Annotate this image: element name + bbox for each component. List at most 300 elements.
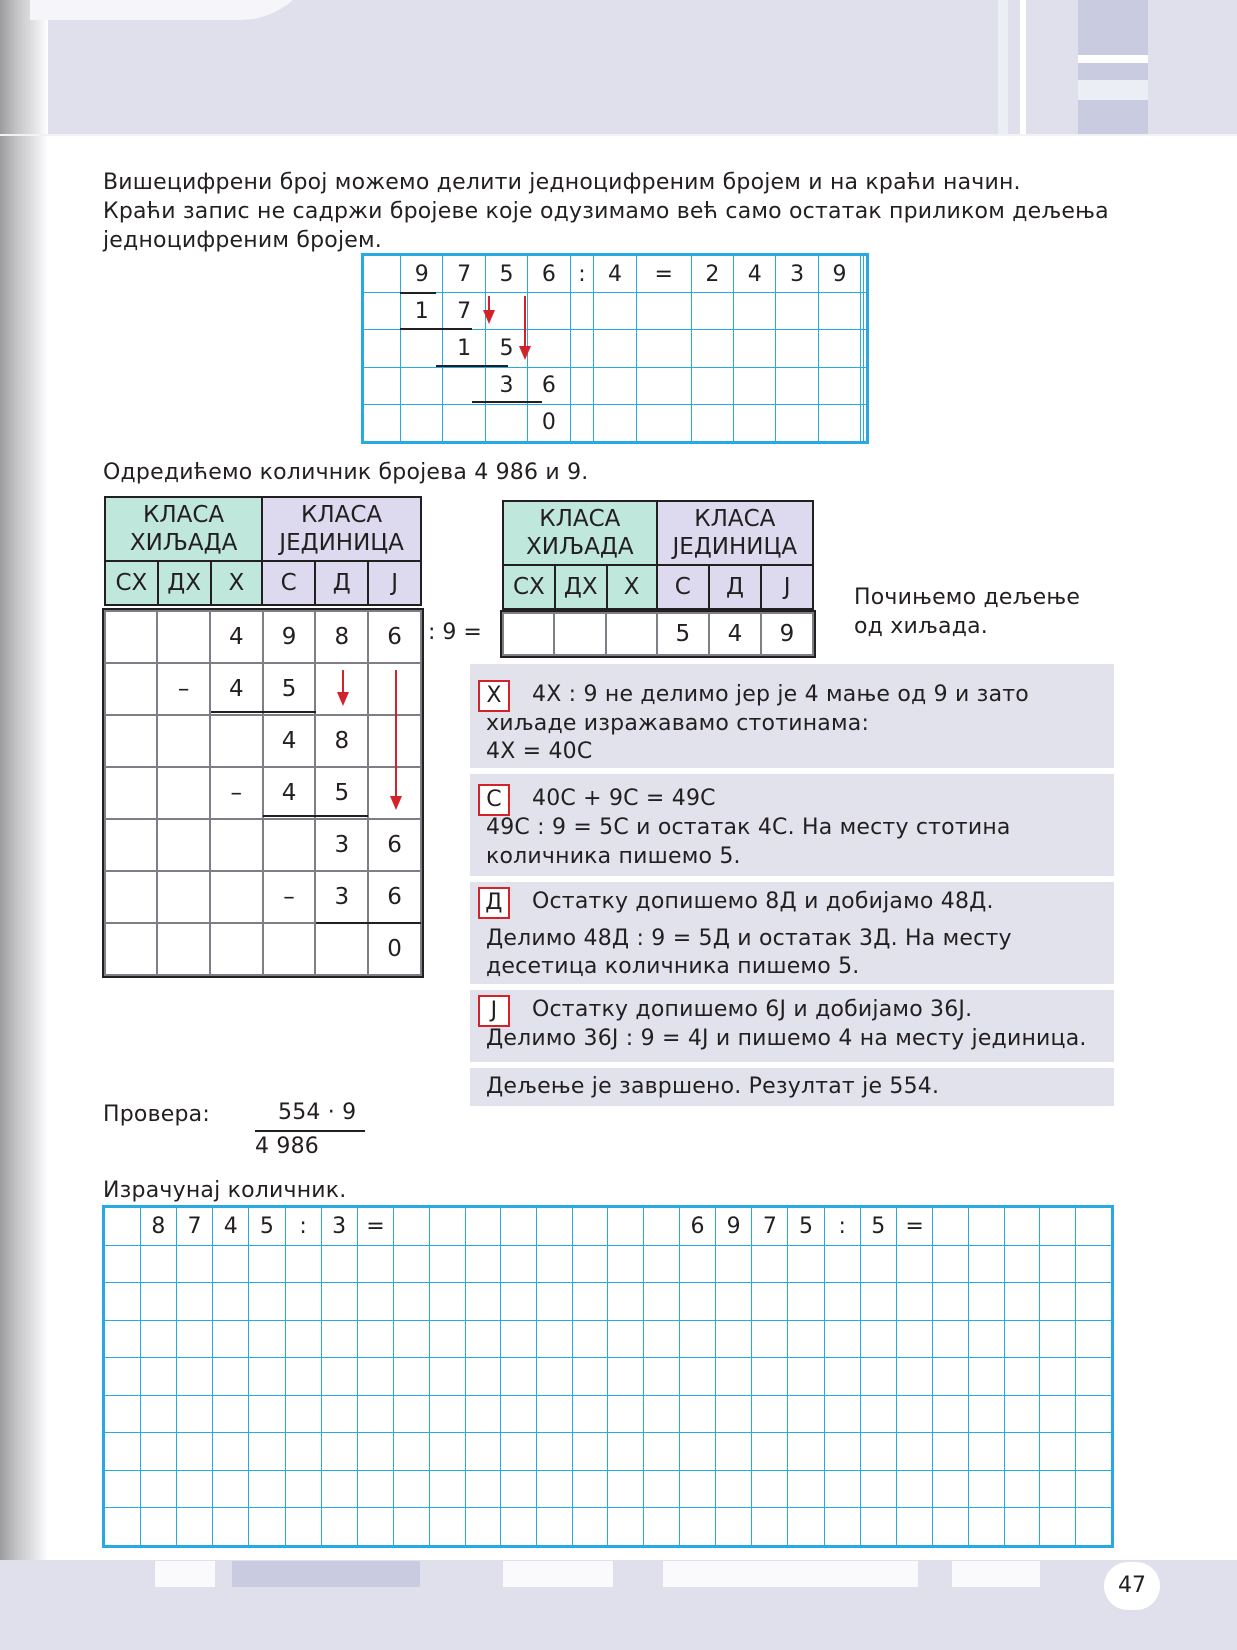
exercise-grid-cell[interactable] [394,1283,430,1321]
exercise-grid-cell[interactable] [572,1245,608,1283]
exercise-grid-cell[interactable] [536,1320,572,1358]
exercise-grid-cell[interactable] [429,1283,465,1321]
column-header: Д [315,561,368,605]
exercise-grid-cell[interactable]: : [824,1208,860,1246]
exercise-grid-cell[interactable] [249,1283,285,1321]
digit-cell [157,819,210,871]
exercise-grid-cell[interactable] [824,1320,860,1358]
exercise-grid-cell[interactable] [1076,1433,1112,1471]
exercise-grid-cell[interactable] [933,1433,969,1471]
step-line: хиљаде изражавамо стотинама: [486,711,870,736]
exercise-grid-cell[interactable] [285,1395,321,1433]
step-badge: С [478,784,510,816]
exercise-grid-cell[interactable] [1076,1245,1112,1283]
task-intro: Одредићемо количник бројева 4 986 и 9. [103,460,589,485]
class-units-header [262,497,421,561]
exercise-grid-cell[interactable] [788,1508,824,1546]
exercise-grid-cell[interactable] [249,1433,285,1471]
exercise-grid-cell[interactable] [968,1395,1004,1433]
exercise-grid-cell[interactable] [357,1320,393,1358]
exercise-grid-cell[interactable] [933,1283,969,1321]
exercise-grid-cell[interactable] [140,1245,176,1283]
exercise-grid-cell[interactable] [1040,1433,1076,1471]
exercise-grid-cell[interactable] [824,1358,860,1396]
check-label: Провера: [103,1102,210,1127]
exercise-grid-cell[interactable] [1040,1358,1076,1396]
exercise-grid-cell[interactable] [249,1395,285,1433]
exercise-grid-cell[interactable] [321,1320,357,1358]
exercise-grid-cell[interactable] [1076,1320,1112,1358]
subtraction-line [400,328,472,330]
exercise-grid-cell[interactable] [213,1395,249,1433]
exercise-grid-cell[interactable] [501,1283,537,1321]
exercise-grid-cell[interactable] [752,1245,788,1283]
exercise-grid-cell[interactable] [1040,1470,1076,1508]
intro-line: Вишецифрени број можемо делити једноцифреним бројем и на краћи начин. [103,170,1021,195]
exercise-grid-cell[interactable] [824,1395,860,1433]
bring-down-arrow [524,296,526,348]
exercise-grid-cell[interactable] [321,1358,357,1396]
column-header: Д [709,565,761,609]
exercise-grid-cell[interactable] [285,1433,321,1471]
exercise-grid-cell[interactable] [608,1245,644,1283]
exercise-grid-cell[interactable] [788,1395,824,1433]
exercise-grid-cell[interactable] [860,1320,896,1358]
exercise-grid-cell[interactable] [140,1470,176,1508]
exercise-grid-cell[interactable] [321,1283,357,1321]
exercise-grid-cell[interactable] [608,1358,644,1396]
exercise-grid-cell[interactable] [644,1208,680,1246]
exercise-grid-cell[interactable] [501,1433,537,1471]
exercise-grid-cell[interactable]: = [896,1208,932,1246]
bottom-stripe [663,1561,918,1587]
exercise-grid-cell[interactable] [824,1508,860,1546]
exercise-grid-cell[interactable] [357,1433,393,1471]
exercise-grid-cell[interactable] [394,1433,430,1471]
exercise-grid-cell[interactable]: 7 [752,1208,788,1246]
page-top-band [0,0,1237,135]
exercise-grid-cell[interactable] [896,1358,932,1396]
exercise-grid-cell[interactable] [716,1433,752,1471]
exercise-grid-cell[interactable] [176,1320,212,1358]
exercise-grid-cell[interactable] [1004,1283,1040,1321]
exercise-grid-cell[interactable] [716,1245,752,1283]
exercise-grid-cell[interactable] [824,1470,860,1508]
exercise-grid-cell[interactable] [1004,1508,1040,1546]
exercise-grid-cell[interactable] [644,1283,680,1321]
exercise-grid-cell[interactable] [1004,1208,1040,1246]
exercise-grid-cell[interactable] [788,1283,824,1321]
exercise-grid-cell[interactable] [752,1395,788,1433]
exercise-grid-cell[interactable]: 5 [860,1208,896,1246]
exercise-grid-cell[interactable] [679,1283,715,1321]
exercise-grid-cell[interactable] [105,1245,141,1283]
exercise-grid-cell[interactable]: 7 [176,1208,212,1246]
exercise-grid-cell[interactable] [249,1470,285,1508]
exercise-grid-cell[interactable] [501,1245,537,1283]
exercise-grid-cell[interactable] [679,1245,715,1283]
exercise-grid-cell[interactable] [536,1358,572,1396]
exercise-grid-cell[interactable]: : [285,1208,321,1246]
bottom-stripe [503,1561,613,1587]
exercise-grid-cell[interactable] [394,1395,430,1433]
exercise-grid-cell[interactable] [572,1395,608,1433]
exercise-grid-cell[interactable]: 4 [213,1208,249,1246]
exercise-grid-cell[interactable] [357,1245,393,1283]
exercise-grid-cell[interactable] [213,1508,249,1546]
exercise-grid-cell[interactable] [933,1508,969,1546]
exercise-grid-cell[interactable] [105,1470,141,1508]
exercise-grid-cell[interactable] [968,1208,1004,1246]
exercise-grid-cell[interactable] [140,1433,176,1471]
grid-cell: 4 [734,256,776,293]
exercise-grid-cell[interactable] [105,1358,141,1396]
exercise-grid-cell[interactable] [285,1358,321,1396]
exercise-grid-cell[interactable] [1076,1358,1112,1396]
step-line: количника пишемо 5. [486,844,741,869]
exercise-grid-cell[interactable] [536,1508,572,1546]
exercise-grid-cell[interactable] [465,1245,501,1283]
exercise-grid-cell[interactable] [536,1433,572,1471]
exercise-grid-cell[interactable] [933,1320,969,1358]
exercise-grid-cell[interactable] [860,1508,896,1546]
exercise-grid-cell[interactable]: = [357,1208,393,1246]
exercise-grid-cell[interactable] [321,1245,357,1283]
digit-cell: 4 [210,663,263,715]
final-note: Дељење је завршено. Резултат је 554. [486,1074,940,1099]
exercise-grid-cell[interactable] [716,1358,752,1396]
exercise-grid-cell[interactable] [1004,1245,1040,1283]
exercise-grid-cell[interactable] [572,1358,608,1396]
exercise-grid-cell[interactable] [752,1433,788,1471]
digit-cell [210,819,263,871]
exercise-grid-cell[interactable] [572,1508,608,1546]
digit-cell [210,923,263,975]
exercise-grid-cell[interactable] [679,1470,715,1508]
exercise-grid-cell[interactable] [679,1433,715,1471]
exercise-grid-cell[interactable]: 6 [679,1208,715,1246]
exercise-grid-cell[interactable] [105,1320,141,1358]
exercise-grid-cell[interactable] [140,1358,176,1396]
exercise-grid-cell[interactable] [501,1358,537,1396]
exercise-grid-cell[interactable] [140,1320,176,1358]
digit-cell: 5 [263,663,316,715]
exercise-grid-cell[interactable] [1076,1470,1112,1508]
intro-line: једноцифреним бројем. [103,228,382,253]
bring-down-arrow [342,670,344,694]
exercise-grid-cell[interactable] [536,1283,572,1321]
exercise-grid-cell[interactable] [465,1470,501,1508]
exercise-grid-cell[interactable] [1004,1470,1040,1508]
exercise-grid-cell[interactable] [105,1433,141,1471]
exercise-grid-cell[interactable] [105,1395,141,1433]
exercise-grid-cell[interactable] [608,1470,644,1508]
exercise-grid-cell[interactable] [644,1358,680,1396]
exercise-grid-cell[interactable]: 8 [140,1208,176,1246]
exercise-grid-cell[interactable] [465,1283,501,1321]
exercise-grid-cell[interactable] [501,1320,537,1358]
exercise-grid-cell[interactable] [968,1470,1004,1508]
exercise-grid-cell[interactable] [357,1508,393,1546]
exercise-grid-cell[interactable] [752,1283,788,1321]
exercise-grid-cell[interactable] [716,1320,752,1358]
exercise-grid-cell[interactable] [394,1208,430,1246]
digit-cell [157,923,210,975]
exercise-grid-cell[interactable] [1040,1208,1076,1246]
digit-cell [315,923,368,975]
exercise-grid-cell[interactable] [357,1358,393,1396]
exercise-grid-cell[interactable] [501,1395,537,1433]
exercise-grid-cell[interactable] [429,1208,465,1246]
exercise-grid-cell[interactable] [394,1358,430,1396]
exercise-grid-cell[interactable] [213,1470,249,1508]
exercise-grid-cell[interactable] [968,1320,1004,1358]
exercise-grid-cell[interactable] [896,1245,932,1283]
step-box-units [470,990,1114,1062]
exercise-grid-cell[interactable] [968,1508,1004,1546]
exercise-grid-cell[interactable] [1076,1283,1112,1321]
exercise-grid-cell[interactable] [321,1508,357,1546]
exercise-grid-cell[interactable] [501,1470,537,1508]
exercise-grid-cell[interactable] [176,1283,212,1321]
exercise-grid-cell[interactable] [321,1395,357,1433]
exercise-grid-cell[interactable] [933,1245,969,1283]
exercise-grid-cell[interactable] [572,1283,608,1321]
exercise-grid-cell[interactable] [860,1283,896,1321]
exercise-grid-cell[interactable] [572,1470,608,1508]
exercise-grid-cell[interactable] [213,1433,249,1471]
exercise-grid-cell[interactable] [824,1283,860,1321]
exercise-grid-cell[interactable] [1004,1320,1040,1358]
exercise-grid-cell[interactable] [357,1470,393,1508]
exercise-grid-cell[interactable] [679,1358,715,1396]
exercise-grid-cell[interactable]: 5 [788,1208,824,1246]
exercise-grid-cell[interactable] [788,1245,824,1283]
exercise-grid-cell[interactable] [140,1283,176,1321]
exercise-grid-cell[interactable] [824,1245,860,1283]
exercise-grid-cell[interactable] [465,1358,501,1396]
exercise-grid-cell[interactable] [176,1433,212,1471]
exercise-grid-cell[interactable] [357,1283,393,1321]
exercise-grid-cell[interactable] [321,1470,357,1508]
exercise-grid-cell[interactable] [788,1320,824,1358]
arrow-head [337,692,349,706]
exercise-grid-cell[interactable] [213,1245,249,1283]
exercise-grid-cell[interactable]: 9 [716,1208,752,1246]
exercise-grid-cell[interactable] [285,1245,321,1283]
digit-cell: 6 [368,871,421,923]
exercise-grid-cell[interactable] [896,1395,932,1433]
exercise-grid-cell[interactable] [285,1320,321,1358]
exercise-grid-cell[interactable] [679,1395,715,1433]
exercise-grid-cell[interactable] [429,1395,465,1433]
exercise-grid-cell[interactable] [968,1245,1004,1283]
exercise-grid-cell[interactable] [788,1358,824,1396]
digit-cell: – [157,663,210,715]
exercise-grid-cell[interactable] [572,1208,608,1246]
exercise-grid-cell[interactable] [752,1320,788,1358]
exercise-grid-cell[interactable] [860,1433,896,1471]
arrow-head [483,310,495,324]
exercise-grid-cell[interactable] [572,1433,608,1471]
exercise-grid-cell[interactable] [429,1433,465,1471]
exercise-grid-cell[interactable] [716,1508,752,1546]
exercise-grid-cell[interactable] [608,1283,644,1321]
exercise-grid-cell[interactable] [536,1245,572,1283]
exercise-grid-cell[interactable] [536,1470,572,1508]
exercise-grid-cell[interactable] [824,1433,860,1471]
exercise-grid-cell[interactable] [465,1320,501,1358]
short-division-grid [363,255,867,442]
exercise-grid-cell[interactable] [140,1395,176,1433]
exercise-grid-cell[interactable] [501,1208,537,1246]
final-note-box [470,1068,1114,1106]
exercise-grid-cell[interactable] [1076,1508,1112,1546]
exercise-grid-cell[interactable] [249,1320,285,1358]
column-header: ДХ [158,561,211,605]
exercise-grid-cell[interactable] [176,1358,212,1396]
exercise-grid-cell[interactable] [105,1508,141,1546]
exercise-grid-cell[interactable] [1040,1508,1076,1546]
exercise-grid-cell[interactable] [465,1208,501,1246]
exercise-grid-cell[interactable] [1040,1245,1076,1283]
exercise-grid-cell[interactable]: 3 [321,1208,357,1246]
exercise-grid-cell[interactable] [249,1245,285,1283]
exercise-grid-cell[interactable] [608,1208,644,1246]
exercise-grid-cell[interactable] [860,1395,896,1433]
exercise-grid-cell[interactable] [321,1433,357,1471]
exercise-grid-cell[interactable] [608,1320,644,1358]
exercise-grid-cell[interactable] [501,1508,537,1546]
exercise-grid-cell[interactable] [1040,1283,1076,1321]
exercise-grid-cell[interactable] [285,1470,321,1508]
exercise-grid-cell[interactable] [933,1470,969,1508]
grid-cell: 4 [594,256,636,293]
exercise-grid-cell[interactable] [860,1358,896,1396]
exercise-grid-cell[interactable] [788,1433,824,1471]
exercise-grid-cell[interactable] [105,1208,141,1246]
exercise-grid-cell[interactable] [249,1358,285,1396]
exercise-grid-cell[interactable] [679,1508,715,1546]
exercise-grid-cell[interactable] [176,1245,212,1283]
exercise-grid-cell[interactable] [608,1508,644,1546]
exercise-grid-cell[interactable] [140,1508,176,1546]
exercise-grid-cell[interactable] [536,1208,572,1246]
top-stripe [1020,0,1026,135]
exercise-grid-cell[interactable] [896,1470,932,1508]
exercise-grid-cell[interactable] [644,1245,680,1283]
exercise-grid-cell[interactable] [176,1470,212,1508]
exercise-grid-cell[interactable] [394,1508,430,1546]
exercise-grid-cell[interactable] [536,1395,572,1433]
exercise-grid-cell[interactable] [1040,1320,1076,1358]
exercise-grid-cell[interactable] [1040,1395,1076,1433]
step-badge: Ј [478,995,510,1027]
exercise-grid-cell[interactable] [644,1433,680,1471]
exercise-grid-cell[interactable] [644,1395,680,1433]
exercise-grid-cell[interactable] [608,1433,644,1471]
exercise-grid-cell[interactable] [679,1320,715,1358]
exercise-grid-cell[interactable] [176,1395,212,1433]
grid-cell: 3 [776,256,818,293]
exercise-grid-cell[interactable] [644,1470,680,1508]
step-line: десетица количника пишемо 5. [486,954,860,979]
exercise-grid-cell[interactable] [429,1320,465,1358]
exercise-grid-cell[interactable] [1004,1358,1040,1396]
exercise-grid-cell[interactable] [716,1470,752,1508]
exercise-grid-cell[interactable] [394,1320,430,1358]
exercise-grid-cell[interactable] [933,1208,969,1246]
exercise-grid-cell[interactable] [176,1508,212,1546]
exercise-grid-cell[interactable] [608,1395,644,1433]
exercise-grid-cell[interactable] [394,1245,430,1283]
exercise-grid-cell[interactable] [394,1470,430,1508]
exercise-grid-cell[interactable] [429,1470,465,1508]
exercise-grid-cell[interactable] [968,1358,1004,1396]
exercise-grid-cell[interactable] [213,1358,249,1396]
exercise-grid-cell[interactable] [105,1283,141,1321]
exercise-grid-cell[interactable] [249,1508,285,1546]
exercise-grid-cell[interactable] [644,1320,680,1358]
exercise-grid-cell[interactable]: 5 [249,1208,285,1246]
exercise-grid-cell[interactable] [933,1395,969,1433]
exercise-grid-cell[interactable] [465,1433,501,1471]
exercise-grid-cell[interactable] [968,1283,1004,1321]
exercise-grid-cell[interactable] [896,1508,932,1546]
exercise-grid-cell[interactable] [896,1433,932,1471]
exercise-grid-cell[interactable] [860,1470,896,1508]
step-line: 40С + 9С = 49С [532,786,716,811]
exercise-grid-cell[interactable] [752,1358,788,1396]
exercise-grid-cell[interactable] [896,1283,932,1321]
quotient-cell: 4 [709,613,761,655]
exercise-grid-cell[interactable] [1004,1433,1040,1471]
exercise-grid-cell[interactable] [285,1283,321,1321]
exercise-grid-cell[interactable] [968,1433,1004,1471]
exercise-grid-cell[interactable] [644,1508,680,1546]
column-header: СХ [503,565,555,609]
digit-cell [105,611,157,663]
exercise-grid-cell[interactable] [1004,1395,1040,1433]
exercise-grid-cell[interactable] [860,1245,896,1283]
exercise-grid-cell[interactable] [213,1320,249,1358]
exercise-grid-cell[interactable] [285,1508,321,1546]
exercise-grid-cell[interactable] [1076,1395,1112,1433]
column-header: С [262,561,315,605]
exercise-grid-cell[interactable] [465,1508,501,1546]
exercise-grid-cell[interactable] [213,1283,249,1321]
exercise-grid-cell[interactable] [788,1470,824,1508]
exercise-grid-cell[interactable] [465,1395,501,1433]
exercise-grid-cell[interactable] [752,1508,788,1546]
class-thousands-header [105,497,262,561]
digit-cell: 0 [368,923,421,975]
exercise-grid-cell[interactable] [1076,1208,1112,1246]
exercise-grid-cell[interactable] [716,1395,752,1433]
exercise-grid-cell[interactable] [933,1358,969,1396]
check-result: 4 986 [255,1134,319,1159]
exercise-grid-cell[interactable] [429,1245,465,1283]
exercise-grid-cell[interactable] [716,1283,752,1321]
digit-cell [105,767,157,819]
exercise-grid-cell[interactable] [752,1470,788,1508]
exercise-grid-cell[interactable] [429,1508,465,1546]
exercise-grid-cell[interactable] [357,1395,393,1433]
exercise-grid-cell[interactable] [572,1320,608,1358]
exercise-grid-cell[interactable] [429,1358,465,1396]
grid-cell: 3 [485,367,527,404]
exercise-grid-cell[interactable] [896,1320,932,1358]
